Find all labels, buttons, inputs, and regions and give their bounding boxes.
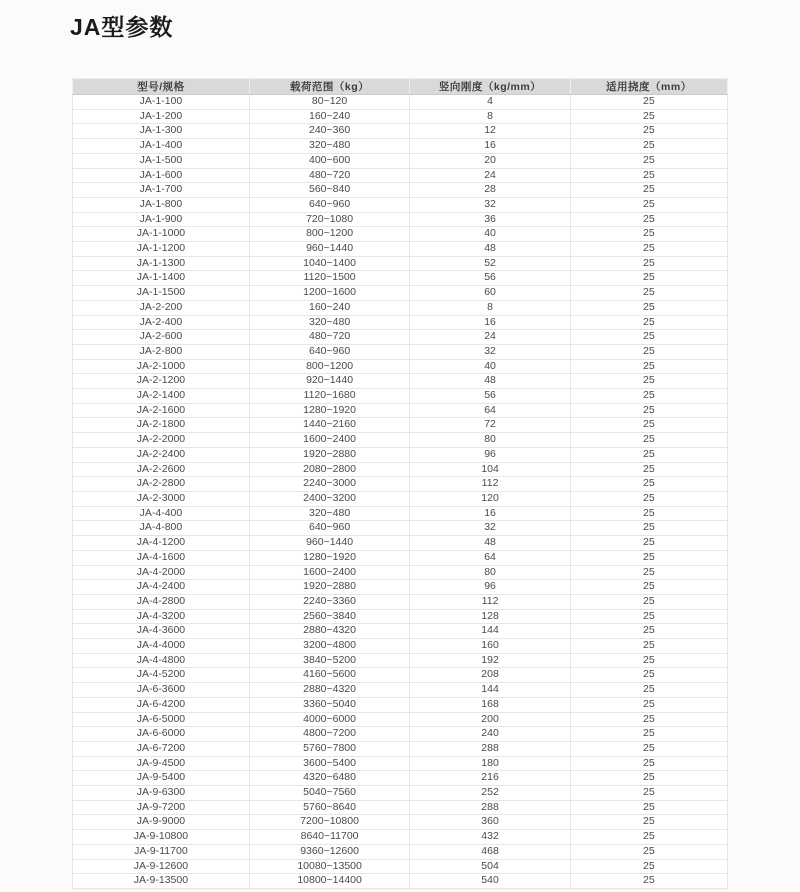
table-cell: 4000~6000 <box>249 712 409 727</box>
table-cell: 16 <box>410 506 570 521</box>
ja-parameters-table <box>72 78 728 889</box>
table-cell: 32 <box>410 197 570 212</box>
table-row <box>73 344 728 359</box>
table-row <box>73 271 728 286</box>
table-cell: 48 <box>410 374 570 389</box>
table-cell: JA-6-4200 <box>73 697 250 712</box>
table-cell: JA-9-4500 <box>73 756 250 771</box>
table-cell: 20 <box>410 153 570 168</box>
table-row <box>73 139 728 154</box>
table-cell: 25 <box>570 153 727 168</box>
table-row <box>73 521 728 536</box>
table-cell: 12 <box>410 124 570 139</box>
table-cell: JA-6-7200 <box>73 741 250 756</box>
table-cell: 25 <box>570 256 727 271</box>
table-cell: 24 <box>410 168 570 183</box>
table-cell: 25 <box>570 389 727 404</box>
table-cell: 320~480 <box>249 139 409 154</box>
table-cell: 40 <box>410 227 570 242</box>
table-cell: 800~1200 <box>249 359 409 374</box>
table-cell: 25 <box>570 594 727 609</box>
table-cell: JA-9-10800 <box>73 830 250 845</box>
table-cell: 25 <box>570 668 727 683</box>
table-row <box>73 300 728 315</box>
table-cell: 25 <box>570 418 727 433</box>
table-row <box>73 433 728 448</box>
table-cell: 1120~1500 <box>249 271 409 286</box>
table-row <box>73 477 728 492</box>
table-cell: JA-1-200 <box>73 109 250 124</box>
table-cell: 960~1440 <box>249 536 409 551</box>
table-cell: JA-6-6000 <box>73 727 250 742</box>
table-row <box>73 418 728 433</box>
table-cell: 25 <box>570 433 727 448</box>
table-cell: 25 <box>570 624 727 639</box>
table-row <box>73 771 728 786</box>
table-row <box>73 786 728 801</box>
table-cell: 640~960 <box>249 197 409 212</box>
table-cell: 25 <box>570 712 727 727</box>
table-cell: 4 <box>410 95 570 110</box>
table-cell: 160 <box>410 639 570 654</box>
table-cell: JA-4-1200 <box>73 536 250 551</box>
table-cell: 144 <box>410 683 570 698</box>
table-cell: JA-9-6300 <box>73 786 250 801</box>
table-cell: JA-4-5200 <box>73 668 250 683</box>
table-cell: 25 <box>570 491 727 506</box>
table-cell: 1200~1600 <box>249 286 409 301</box>
table-row <box>73 815 728 830</box>
table-row <box>73 639 728 654</box>
table-cell: 1920~2880 <box>249 447 409 462</box>
table-cell: JA-2-2000 <box>73 433 250 448</box>
table-cell: 25 <box>570 197 727 212</box>
table-cell: 25 <box>570 874 727 889</box>
table-cell: 36 <box>410 212 570 227</box>
table-row <box>73 594 728 609</box>
table-cell: JA-2-2400 <box>73 447 250 462</box>
table-row <box>73 183 728 198</box>
table-cell: 25 <box>570 139 727 154</box>
table-cell: 25 <box>570 315 727 330</box>
table-cell: 480~720 <box>249 168 409 183</box>
table-cell: 2240~3000 <box>249 477 409 492</box>
table-cell: 240~360 <box>249 124 409 139</box>
table-cell: 25 <box>570 447 727 462</box>
table-cell: 25 <box>570 580 727 595</box>
table-cell: 112 <box>410 594 570 609</box>
table-cell: JA-4-2000 <box>73 565 250 580</box>
table-row <box>73 447 728 462</box>
table-cell: 8640~11700 <box>249 830 409 845</box>
table-cell: 2240~3360 <box>249 594 409 609</box>
table-cell: 72 <box>410 418 570 433</box>
table-cell: 25 <box>570 242 727 257</box>
table-cell: JA-1-400 <box>73 139 250 154</box>
table-row <box>73 624 728 639</box>
page-title: JA型参数 <box>70 14 174 40</box>
table-cell: 25 <box>570 844 727 859</box>
table-cell: 640~960 <box>249 344 409 359</box>
table-row <box>73 315 728 330</box>
table-cell: 2560~3840 <box>249 609 409 624</box>
table-cell: JA-1-1300 <box>73 256 250 271</box>
table-cell: JA-2-600 <box>73 330 250 345</box>
table-cell: 192 <box>410 653 570 668</box>
table-cell: 10800~14400 <box>249 874 409 889</box>
table-cell: JA-6-3600 <box>73 683 250 698</box>
table-cell: 25 <box>570 815 727 830</box>
table-cell: JA-1-100 <box>73 95 250 110</box>
table-cell: JA-9-7200 <box>73 800 250 815</box>
table-header-row <box>73 79 728 95</box>
col-header-model-spec: 型号/规格 <box>73 79 250 95</box>
table-cell: 3200~4800 <box>249 639 409 654</box>
table-cell: JA-4-400 <box>73 506 250 521</box>
table-cell: JA-4-3600 <box>73 624 250 639</box>
table-cell: 32 <box>410 521 570 536</box>
table-cell: 540 <box>410 874 570 889</box>
table-cell: 25 <box>570 771 727 786</box>
table-cell: 25 <box>570 330 727 345</box>
table-cell: JA-2-2600 <box>73 462 250 477</box>
table-cell: 320~480 <box>249 506 409 521</box>
table-cell: 2400~3200 <box>249 491 409 506</box>
table-cell: 80~120 <box>249 95 409 110</box>
table-cell: 25 <box>570 830 727 845</box>
table-row <box>73 95 728 110</box>
table-cell: 208 <box>410 668 570 683</box>
table-cell: 160~240 <box>249 300 409 315</box>
table-cell: JA-1-700 <box>73 183 250 198</box>
table-cell: 104 <box>410 462 570 477</box>
table-cell: JA-4-3200 <box>73 609 250 624</box>
table-cell: 10080~13500 <box>249 859 409 874</box>
table-row <box>73 697 728 712</box>
table-cell: 48 <box>410 536 570 551</box>
table-body <box>73 95 728 889</box>
table-row <box>73 874 728 889</box>
table-cell: 64 <box>410 550 570 565</box>
table-cell: 25 <box>570 609 727 624</box>
table-cell: 25 <box>570 653 727 668</box>
table-cell: 7200~10800 <box>249 815 409 830</box>
table-cell: 400~600 <box>249 153 409 168</box>
table-cell: 25 <box>570 374 727 389</box>
table-cell: 25 <box>570 639 727 654</box>
table-cell: JA-9-9000 <box>73 815 250 830</box>
table-cell: 1440~2160 <box>249 418 409 433</box>
table-cell: JA-1-1400 <box>73 271 250 286</box>
table-cell: JA-2-1200 <box>73 374 250 389</box>
table-row <box>73 506 728 521</box>
table-row <box>73 653 728 668</box>
table-cell: 56 <box>410 389 570 404</box>
table-row <box>73 242 728 257</box>
table-cell: JA-1-1200 <box>73 242 250 257</box>
table-cell: 252 <box>410 786 570 801</box>
table-cell: 1120~1680 <box>249 389 409 404</box>
table-row <box>73 844 728 859</box>
table-row <box>73 227 728 242</box>
table-cell: 25 <box>570 521 727 536</box>
table-cell: 8 <box>410 109 570 124</box>
table-row <box>73 462 728 477</box>
table-cell: 25 <box>570 727 727 742</box>
table-cell: 96 <box>410 580 570 595</box>
table-cell: 25 <box>570 403 727 418</box>
table-row <box>73 256 728 271</box>
table-cell: 3840~5200 <box>249 653 409 668</box>
table-cell: 1040~1400 <box>249 256 409 271</box>
table-cell: 640~960 <box>249 521 409 536</box>
table-cell: 25 <box>570 286 727 301</box>
table-cell: 288 <box>410 800 570 815</box>
table-cell: 25 <box>570 212 727 227</box>
table-cell: 1280~1920 <box>249 403 409 418</box>
table-cell: 25 <box>570 462 727 477</box>
table-cell: JA-2-800 <box>73 344 250 359</box>
table-row <box>73 330 728 345</box>
table-row <box>73 550 728 565</box>
table-cell: 800~1200 <box>249 227 409 242</box>
table-cell: JA-2-2800 <box>73 477 250 492</box>
table-cell: 25 <box>570 168 727 183</box>
table-cell: 80 <box>410 565 570 580</box>
table-cell: 4320~6480 <box>249 771 409 786</box>
table-row <box>73 830 728 845</box>
table-cell: 48 <box>410 242 570 257</box>
table-cell: 160~240 <box>249 109 409 124</box>
table-cell: 8 <box>410 300 570 315</box>
table-cell: 25 <box>570 344 727 359</box>
table-cell: JA-9-5400 <box>73 771 250 786</box>
table-cell: 25 <box>570 359 727 374</box>
table-cell: JA-9-13500 <box>73 874 250 889</box>
table-cell: JA-4-4800 <box>73 653 250 668</box>
table-cell: 25 <box>570 800 727 815</box>
table-cell: 16 <box>410 315 570 330</box>
table-cell: 2080~2800 <box>249 462 409 477</box>
table-cell: JA-1-500 <box>73 153 250 168</box>
table-cell: 1920~2880 <box>249 580 409 595</box>
table-cell: 1600~2400 <box>249 433 409 448</box>
table-cell: 32 <box>410 344 570 359</box>
table-row <box>73 359 728 374</box>
table-cell: 28 <box>410 183 570 198</box>
table-cell: 25 <box>570 741 727 756</box>
table-cell: 1280~1920 <box>249 550 409 565</box>
table-cell: 25 <box>570 271 727 286</box>
table-row <box>73 389 728 404</box>
table-row <box>73 403 728 418</box>
table-row <box>73 109 728 124</box>
table-row <box>73 609 728 624</box>
table-cell: 5760~8640 <box>249 800 409 815</box>
table-cell: 5040~7560 <box>249 786 409 801</box>
table-cell: 288 <box>410 741 570 756</box>
table-cell: 3600~5400 <box>249 756 409 771</box>
table-cell: 112 <box>410 477 570 492</box>
table-cell: 25 <box>570 565 727 580</box>
table-cell: JA-9-11700 <box>73 844 250 859</box>
table-cell: JA-1-600 <box>73 168 250 183</box>
table-cell: 25 <box>570 227 727 242</box>
table-cell: JA-2-1400 <box>73 389 250 404</box>
table-cell: 504 <box>410 859 570 874</box>
table-cell: 60 <box>410 286 570 301</box>
table-cell: JA-4-4000 <box>73 639 250 654</box>
table-row <box>73 536 728 551</box>
table-cell: 5760~7800 <box>249 741 409 756</box>
table-cell: 80 <box>410 433 570 448</box>
table-cell: JA-2-1800 <box>73 418 250 433</box>
table-cell: 216 <box>410 771 570 786</box>
table-cell: 480~720 <box>249 330 409 345</box>
table-cell: JA-1-1000 <box>73 227 250 242</box>
table-row <box>73 859 728 874</box>
table-cell: JA-4-1600 <box>73 550 250 565</box>
table-cell: JA-2-3000 <box>73 491 250 506</box>
table-cell: 432 <box>410 830 570 845</box>
table-cell: 25 <box>570 786 727 801</box>
table-cell: 320~480 <box>249 315 409 330</box>
table-cell: JA-4-2400 <box>73 580 250 595</box>
table-cell: 3360~5040 <box>249 697 409 712</box>
table-cell: JA-1-900 <box>73 212 250 227</box>
table-cell: JA-6-5000 <box>73 712 250 727</box>
table-cell: JA-1-800 <box>73 197 250 212</box>
table-row <box>73 668 728 683</box>
table-cell: 16 <box>410 139 570 154</box>
table-row <box>73 565 728 580</box>
col-header-vertical-stiffness: 竖向刚度（kg/mm） <box>410 79 570 95</box>
table-cell: 2880~4320 <box>249 624 409 639</box>
table-cell: 168 <box>410 697 570 712</box>
table-cell: 25 <box>570 183 727 198</box>
table-cell: 560~840 <box>249 183 409 198</box>
table-cell: 25 <box>570 300 727 315</box>
table-cell: JA-4-800 <box>73 521 250 536</box>
table-cell: JA-1-1500 <box>73 286 250 301</box>
table-cell: 25 <box>570 506 727 521</box>
table-cell: JA-2-1000 <box>73 359 250 374</box>
table-cell: 4160~5600 <box>249 668 409 683</box>
table-row <box>73 153 728 168</box>
table-row <box>73 712 728 727</box>
table-row <box>73 756 728 771</box>
table-cell: 40 <box>410 359 570 374</box>
table-cell: 960~1440 <box>249 242 409 257</box>
table-cell: 180 <box>410 756 570 771</box>
table-cell: JA-1-300 <box>73 124 250 139</box>
table-cell: 25 <box>570 859 727 874</box>
table-cell: JA-2-400 <box>73 315 250 330</box>
table-cell: 240 <box>410 727 570 742</box>
table-cell: 52 <box>410 256 570 271</box>
table-cell: 720~1080 <box>249 212 409 227</box>
table-cell: 25 <box>570 697 727 712</box>
table-row <box>73 800 728 815</box>
table-cell: 25 <box>570 756 727 771</box>
table-cell: 9360~12600 <box>249 844 409 859</box>
table-row <box>73 580 728 595</box>
table-row <box>73 683 728 698</box>
col-header-load-range: 载荷范围（kg） <box>249 79 409 95</box>
table-cell: JA-2-200 <box>73 300 250 315</box>
table-cell: JA-4-2800 <box>73 594 250 609</box>
table-cell: 25 <box>570 95 727 110</box>
table-row <box>73 374 728 389</box>
table-cell: 25 <box>570 683 727 698</box>
table-row <box>73 491 728 506</box>
table-cell: 25 <box>570 536 727 551</box>
table-cell: 25 <box>570 550 727 565</box>
table-row <box>73 168 728 183</box>
table-cell: 56 <box>410 271 570 286</box>
table-cell: 128 <box>410 609 570 624</box>
table-cell: 200 <box>410 712 570 727</box>
col-header-applicable-deflection: 适用挠度（mm） <box>570 79 727 95</box>
table-cell: 64 <box>410 403 570 418</box>
table-row <box>73 286 728 301</box>
table-cell: 4800~7200 <box>249 727 409 742</box>
table-cell: 468 <box>410 844 570 859</box>
table-row <box>73 727 728 742</box>
table-cell: 25 <box>570 109 727 124</box>
table-cell: JA-2-1600 <box>73 403 250 418</box>
table-cell: 2880~4320 <box>249 683 409 698</box>
table-cell: 25 <box>570 124 727 139</box>
table-cell: 920~1440 <box>249 374 409 389</box>
table-cell: 120 <box>410 491 570 506</box>
table-cell: JA-9-12600 <box>73 859 250 874</box>
table-cell: 144 <box>410 624 570 639</box>
table-cell: 360 <box>410 815 570 830</box>
table-row <box>73 124 728 139</box>
table-cell: 24 <box>410 330 570 345</box>
table-cell: 25 <box>570 477 727 492</box>
table-cell: 1600~2400 <box>249 565 409 580</box>
table-row <box>73 197 728 212</box>
table-cell: 96 <box>410 447 570 462</box>
table-row <box>73 212 728 227</box>
table-row <box>73 741 728 756</box>
